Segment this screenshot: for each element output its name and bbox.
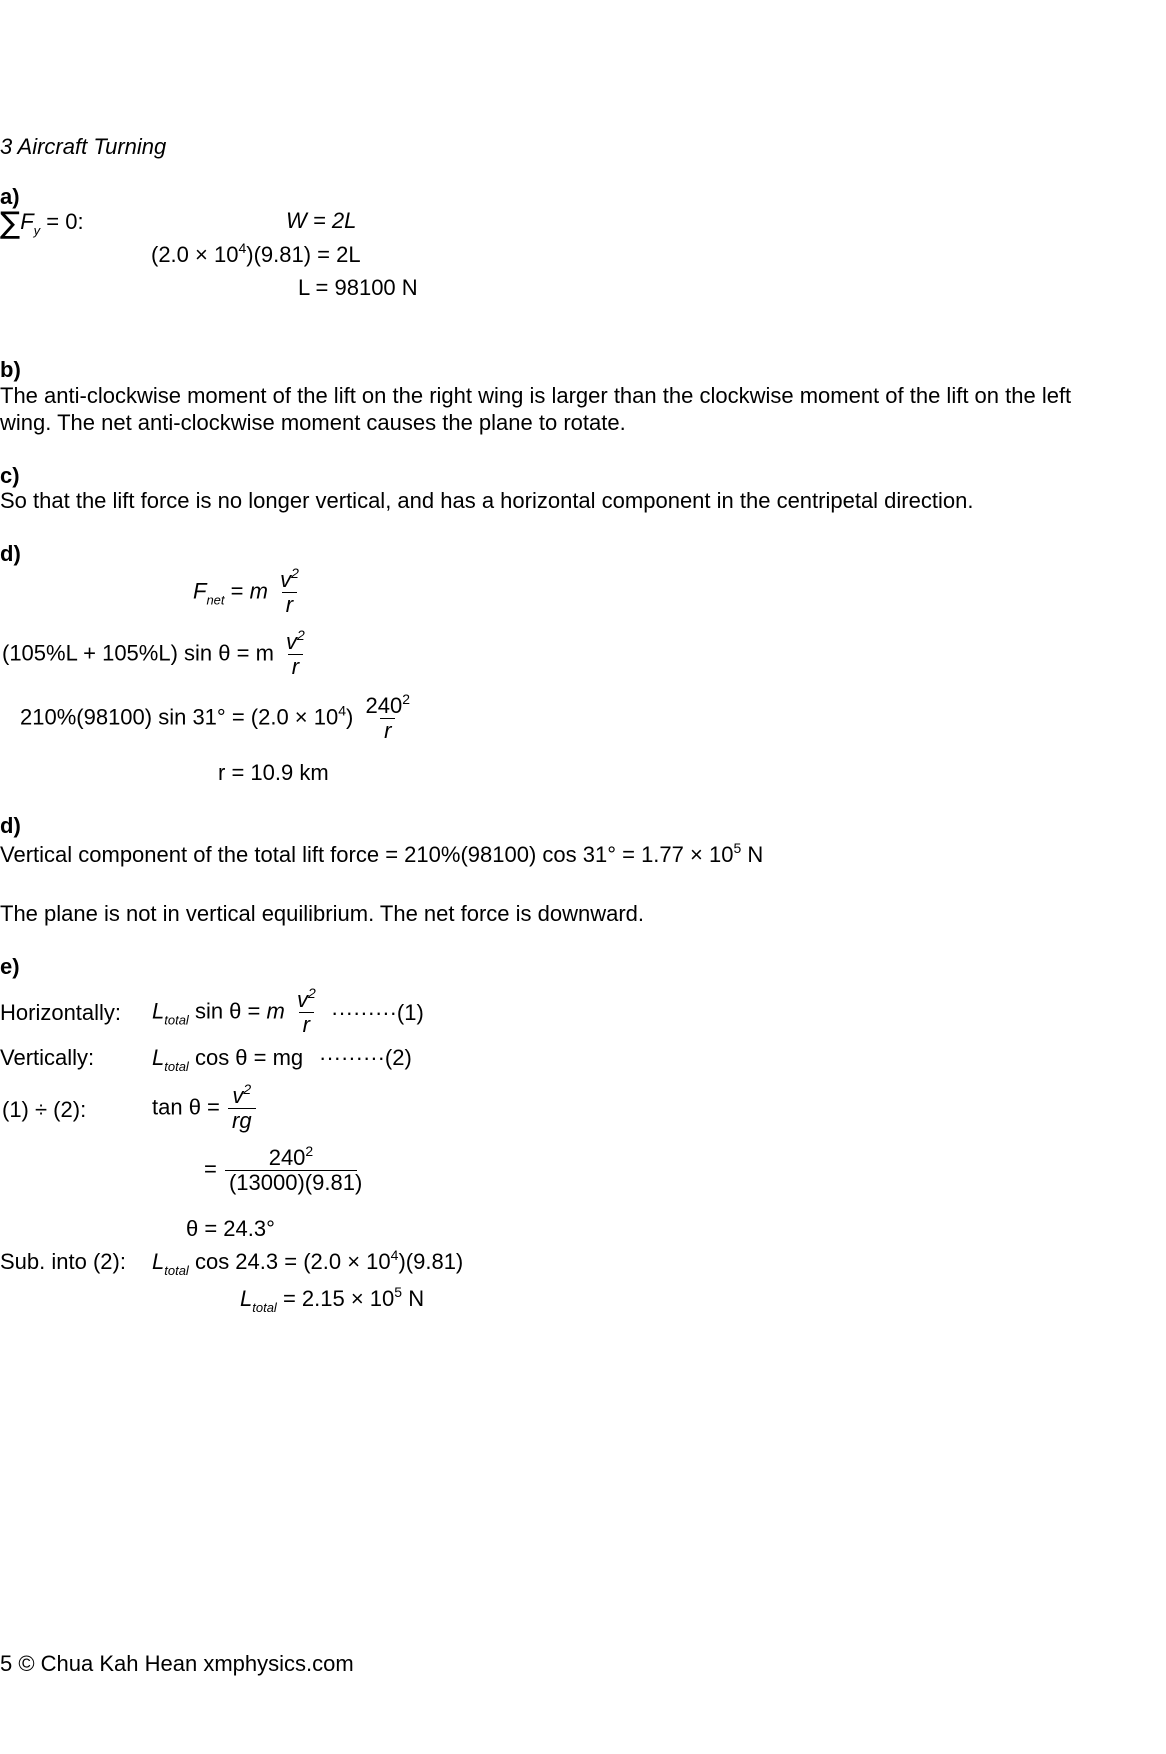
divide-label: (1) ÷ (2): <box>2 1097 87 1122</box>
vertical-label: Vertically: <box>0 1045 95 1070</box>
equilibrium-conclusion: The plane is not in vertical equilibrium. The net force is downward. <box>0 901 645 926</box>
eq-substitute: $L_{total}$ $\cos 24.3 = (2.0 \times 10^4)(9.81)$ <box>152 1247 464 1278</box>
eq-total-lift-result: $L_{total} = 2.15 \times 10^5$ N <box>240 1284 425 1315</box>
part-a-label: a) <box>0 184 20 209</box>
eq-theta-result: θ = 24.3° <box>186 1216 275 1241</box>
section-title: 3 Aircraft Turning <box>0 134 167 159</box>
eq-lift-components: (105%L + 105%L) sin θ = m $\frac{v^2}{r}$ <box>2 627 305 679</box>
eq-radius-result: r = 10.9 km <box>218 760 329 785</box>
horizontal-label: Horizontally: <box>0 1000 122 1025</box>
substitute-label: Sub. into (2): <box>0 1249 126 1274</box>
sum-forces-condition: $\sum F_y = 0$: <box>0 206 84 241</box>
part-c-text: So that the lift force is no longer vertical, and has a horizontal component in the centripetal direction. <box>0 488 974 513</box>
eq-tan: tan θ = $\frac{v^2}{rg}$ <box>152 1084 258 1133</box>
eq-horizontal: $L_{total}$ sin θ = m $\frac{v^2}{r}$ <box>152 985 316 1037</box>
eq-tag-2: ·········(2) <box>319 1045 412 1070</box>
eq-lift-values: 210%(98100) $\sin 31^\circ = (2.0 \times 10^4)$ $\frac{240^2}{r}$ <box>20 691 411 743</box>
part-e-label: e) <box>0 954 20 979</box>
eq-vertical: $L_{total}$ cos θ = mg <box>152 1045 304 1074</box>
eq-weight-lift: W = 2L <box>286 208 357 233</box>
part-c-label: c) <box>0 463 20 488</box>
page-footer: 5 © Chua Kah Hean xmphysics.com <box>0 1651 354 1676</box>
eq-fnet: $F_{net} = m$ $\frac{v^2}{r}$ <box>193 565 299 617</box>
eq-weight-values: $(2.0 \times 10^4)(9.81) = 2L$ <box>151 240 361 267</box>
part-d1-label: d) <box>0 541 21 566</box>
eq-lift-result: L = 98100 N <box>298 275 418 300</box>
part-b-label: b) <box>0 357 21 382</box>
eq-tag-1: ·········(1) <box>331 1000 424 1025</box>
eq-tan-values: = $\frac{240^2}{(13000)(9.81)}$ <box>204 1143 363 1195</box>
part-d2-label: d) <box>0 813 21 838</box>
part-b-text: The anti-clockwise moment of the lift on the right wing is larger than the clockwise moment of the lift on the left wing. The net anti-clockwise moment causes the plane to rotate. <box>0 383 1072 435</box>
vertical-component-line: Vertical component of the total lift force = 210%(98100) $\cos 31^\circ = 1.77 \times 10^5$ N <box>0 840 764 867</box>
